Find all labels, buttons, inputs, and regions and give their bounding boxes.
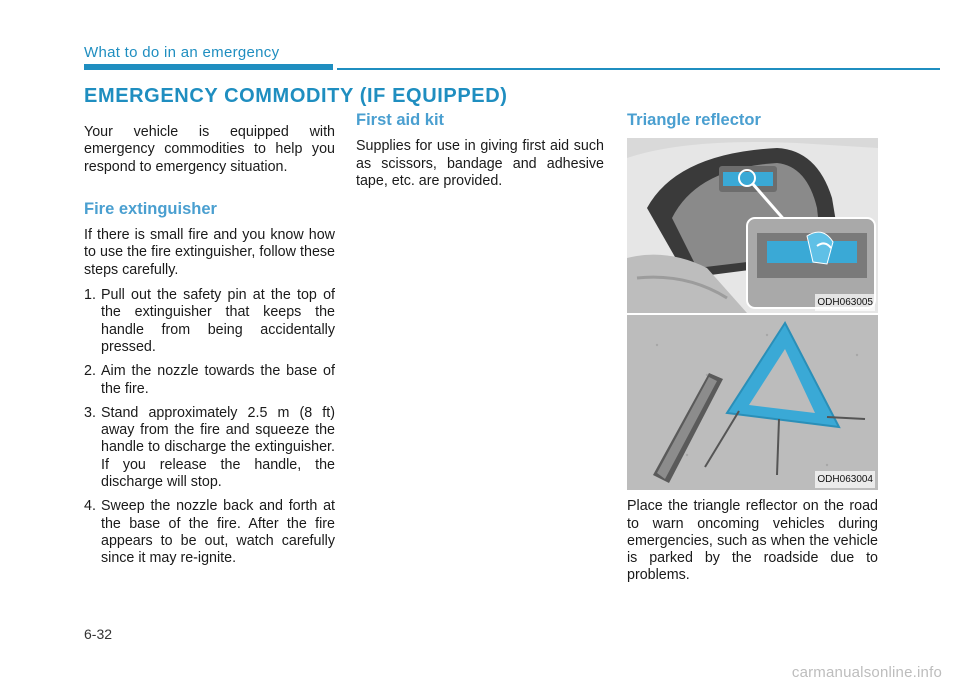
- figure-code: ODH063004: [815, 471, 875, 488]
- list-item: [84, 363, 335, 398]
- section-title: What to do in an emergency: [84, 44, 280, 61]
- step-text: Aim the nozzle towards the base of the fire.: [101, 363, 335, 397]
- header-rule-thick: [84, 64, 333, 70]
- step-text: Stand approximately 2.5 m (8 ft) away from the fire and squeeze the handle to discharge the extinguisher. If you release the handle, the discharge will stop.: [101, 404, 335, 491]
- fire-extinguisher-heading: Fire extinguisher: [84, 199, 217, 218]
- first-aid-heading: First aid kit: [356, 111, 445, 129]
- column-fire-extinguisher: [84, 124, 335, 575]
- figure-code: ODH063005: [815, 294, 875, 311]
- triangle-paragraph: Place the triangle reflector on the road to warn oncoming vehicles during emergencies, such as when the vehicle is parked by the roadside due to problems.: [627, 498, 878, 584]
- intro-paragraph: Your vehicle is equipped with emergency commodities to help you respond to emergency situation.: [84, 124, 335, 175]
- fire-intro-paragraph: If there is small fire and you know how to use the fire extinguisher, follow these steps carefully.: [84, 227, 335, 278]
- column-first-aid: [356, 111, 604, 190]
- step-number: 4.: [84, 498, 96, 515]
- triangle-reflector-heading: Triangle reflector: [627, 111, 761, 129]
- fire-steps-list: [84, 287, 335, 567]
- step-text: Sweep the nozzle back and forth at the base of the fire. After the fire appears to be out, watch carefully since it may re-ignite.: [101, 498, 335, 567]
- column-triangle-reflector: [627, 111, 878, 585]
- step-number: 1.: [84, 287, 96, 304]
- trunk-illustration: [627, 138, 878, 313]
- list-item: [84, 287, 335, 356]
- first-aid-paragraph: Supplies for use in giving first aid such as scissors, bandage and adhesive tape, etc. are provided.: [356, 138, 604, 189]
- watermark: carmanualsonline.info: [791, 664, 942, 681]
- step-number: 2.: [84, 363, 96, 380]
- step-number: 3.: [84, 404, 96, 421]
- warning-triangle-icon: [627, 315, 878, 490]
- main-heading: EMERGENCY COMMODITY (IF EQUIPPED): [84, 85, 508, 107]
- list-item: [84, 405, 335, 491]
- list-item: [84, 498, 335, 567]
- trunk-lid-icon: [627, 138, 878, 313]
- triangle-reflector-illustration: [627, 315, 878, 490]
- page-number: 6-32: [84, 626, 113, 642]
- header-rule-thin: [337, 68, 940, 70]
- step-text: Pull out the safety pin at the top of the extinguisher that keeps the handle from being accidentally pressed.: [101, 287, 335, 355]
